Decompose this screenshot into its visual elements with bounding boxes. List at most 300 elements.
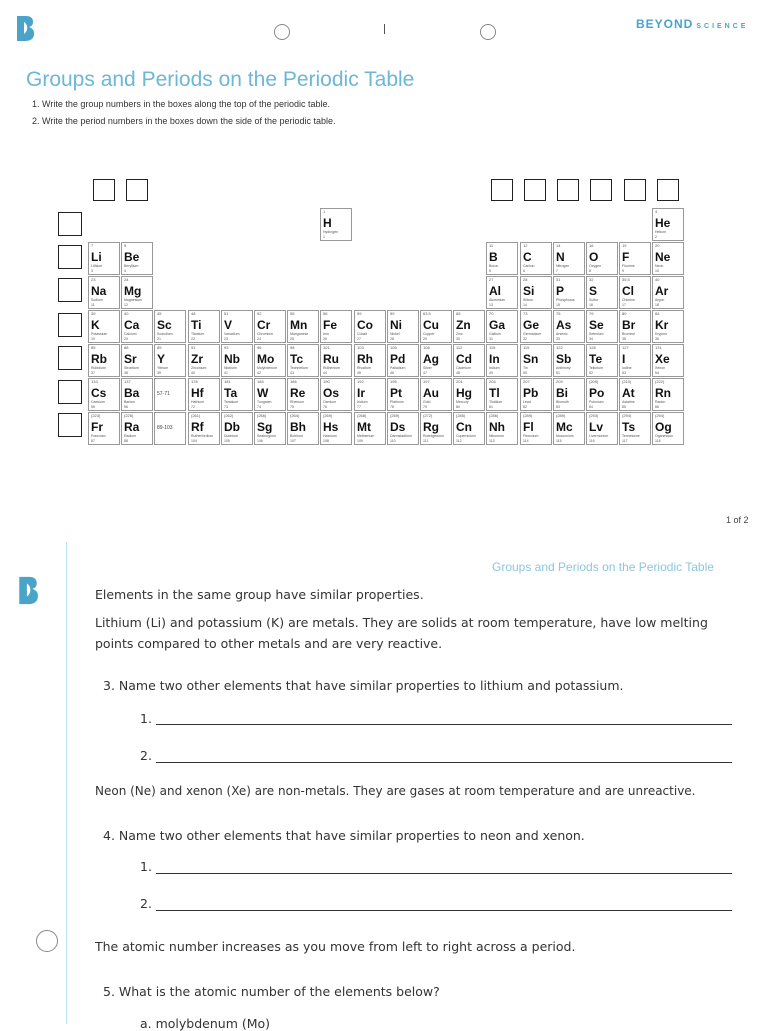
atomic-number: 11 — [91, 303, 95, 307]
atomic-mass: (293) — [589, 413, 599, 418]
atomic-number: 104 — [191, 439, 197, 443]
answer-line[interactable] — [156, 910, 732, 911]
element-symbol: Fe — [323, 318, 338, 332]
atomic-number: 12 — [124, 303, 128, 307]
paragraph-atomic-number: The atomic number increases as you move from left to right across a period. — [95, 939, 576, 954]
element-symbol: Db — [224, 420, 240, 434]
element-name: Dubnium — [224, 434, 239, 438]
atomic-mass: 89 — [157, 345, 162, 350]
element-symbol: Ge — [523, 318, 540, 332]
element-pb — [520, 378, 552, 411]
element-symbol: O — [589, 250, 599, 264]
atomic-number: 80 — [456, 405, 460, 409]
atomic-mass: 65 — [456, 311, 461, 316]
atomic-number: 110 — [390, 439, 396, 443]
period-number-box[interactable] — [58, 313, 82, 337]
element-nb — [221, 344, 253, 377]
group-number-box[interactable] — [590, 179, 612, 201]
element-se — [586, 310, 618, 343]
element-symbol: V — [224, 318, 233, 332]
atomic-mass: 108 — [423, 345, 430, 350]
element-symbol: Se — [589, 318, 604, 332]
element-symbol: Sb — [556, 352, 572, 366]
answer-line[interactable] — [156, 724, 732, 725]
element-symbol: Zn — [456, 318, 471, 332]
atomic-number: 17 — [622, 303, 626, 307]
element-symbol: Cn — [456, 420, 472, 434]
beyond-logo-icon — [16, 572, 40, 608]
atomic-mass: (269) — [390, 413, 400, 418]
atomic-number: 39 — [157, 371, 161, 375]
atomic-mass: (286) — [489, 413, 499, 418]
element-name: Radium — [124, 434, 137, 438]
element-name: Livermorium — [589, 434, 609, 438]
atomic-number: 8 — [589, 269, 591, 273]
element-symbol: Ti — [191, 318, 202, 332]
atomic-mass: 80 — [622, 311, 627, 316]
element-og — [652, 412, 684, 445]
element-name: Rutherfordium — [191, 434, 214, 438]
period-number-box[interactable] — [58, 278, 82, 302]
atomic-number: 73 — [224, 405, 228, 409]
element-symbol: Mo — [257, 352, 275, 366]
atomic-number: 52 — [589, 371, 593, 375]
element-hf — [188, 378, 220, 411]
atomic-number: 40 — [191, 371, 195, 375]
element-name: Gold — [423, 400, 431, 404]
group-number-box[interactable] — [524, 179, 546, 201]
atomic-mass: 186 — [290, 379, 297, 384]
element-ne — [652, 242, 684, 275]
element-name: Gallium — [489, 332, 501, 336]
atomic-mass: (289) — [556, 413, 566, 418]
element-placeholder — [154, 378, 186, 411]
element-name: Rhenium — [290, 400, 305, 404]
element-name: Bismuth — [556, 400, 569, 404]
atomic-mass: 190 — [323, 379, 330, 384]
atomic-mass: 70 — [489, 311, 494, 316]
element-mo — [254, 344, 286, 377]
element-au — [420, 378, 452, 411]
atomic-number: 10 — [655, 269, 659, 273]
element-symbol: Bh — [290, 420, 306, 434]
element-name: Germanium — [523, 332, 542, 336]
element-symbol: Si — [523, 284, 535, 298]
element-symbol: Y — [157, 352, 166, 366]
element-name: Lithium — [91, 264, 103, 268]
element-ts — [619, 412, 651, 445]
page-margin-line — [66, 542, 67, 1024]
element-name: Roentgenium — [423, 434, 444, 438]
element-ge — [520, 310, 552, 343]
element-name: Beryllium — [124, 264, 139, 268]
element-symbol: Ru — [323, 352, 339, 366]
element-mt — [354, 412, 386, 445]
element-name: Selenium — [589, 332, 604, 336]
period-number-box[interactable] — [58, 346, 82, 370]
element-o — [586, 242, 618, 275]
atomic-mass: 14 — [556, 243, 561, 248]
element-symbol: K — [91, 318, 100, 332]
element-cl — [619, 276, 651, 309]
atomic-number: 76 — [323, 405, 327, 409]
atomic-mass: 181 — [224, 379, 231, 384]
element-name: Bohrium — [290, 434, 304, 438]
element-xe — [652, 344, 684, 377]
atomic-mass: 93 — [224, 345, 229, 350]
atomic-mass: 106 — [390, 345, 397, 350]
atomic-mass: (223) — [91, 413, 101, 418]
atomic-number: 23 — [224, 337, 228, 341]
atomic-number: 78 — [390, 405, 394, 409]
element-name: Meitnerium — [357, 434, 375, 438]
question-5: 5. What is the atomic number of the elements below? — [103, 984, 440, 999]
element-name: Arsenic — [556, 332, 568, 336]
punch-hole-icon — [36, 930, 58, 952]
atomic-number: 3 — [91, 269, 93, 273]
element-symbol: I — [622, 352, 626, 366]
period-number-box[interactable] — [58, 212, 82, 236]
atomic-mass: 1 — [323, 209, 326, 214]
element-ta — [221, 378, 253, 411]
atomic-number: 83 — [556, 405, 560, 409]
element-ni — [387, 310, 419, 343]
answer-line[interactable] — [156, 762, 732, 763]
element-fr — [88, 412, 120, 445]
element-sc — [154, 310, 186, 343]
atomic-number: 35 — [622, 337, 626, 341]
period-number-box[interactable] — [58, 380, 82, 404]
element-ds — [387, 412, 419, 445]
element-symbol: Ds — [390, 420, 406, 434]
center-tick — [384, 24, 385, 34]
atomic-mass: (289) — [523, 413, 533, 418]
element-symbol: H — [323, 216, 332, 230]
atomic-number: 106 — [257, 439, 263, 443]
atomic-mass: 133 — [91, 379, 98, 384]
element-te — [586, 344, 618, 377]
element-name: Oxygen — [589, 264, 602, 268]
element-symbol: Li — [91, 250, 102, 264]
element-po — [586, 378, 618, 411]
group-number-box[interactable] — [93, 179, 115, 201]
atomic-number: 36 — [655, 337, 659, 341]
atomic-number: 111 — [423, 439, 429, 443]
atomic-mass: 91 — [191, 345, 196, 350]
answer-label-2: 2. — [140, 896, 152, 911]
atomic-number: 114 — [523, 439, 529, 443]
atomic-mass: 192 — [357, 379, 364, 384]
element-symbol: Sc — [157, 318, 172, 332]
group-number-box[interactable] — [557, 179, 579, 201]
atomic-mass: 115 — [489, 345, 496, 350]
element-symbol: Bi — [556, 386, 568, 400]
element-cr — [254, 310, 286, 343]
atomic-mass: (209) — [589, 379, 599, 384]
element-symbol: W — [257, 386, 269, 400]
atomic-number: 84 — [589, 405, 593, 409]
atomic-mass: 131 — [655, 345, 662, 350]
element-sg — [254, 412, 286, 445]
element-symbol: Pt — [390, 386, 402, 400]
element-placeholder — [154, 412, 186, 445]
atomic-number: 45 — [357, 371, 361, 375]
atomic-number: 7 — [556, 269, 558, 273]
atomic-number: 72 — [191, 405, 195, 409]
element-name: Tantalum — [224, 400, 239, 404]
atomic-mass: 204 — [489, 379, 496, 384]
element-hs — [320, 412, 352, 445]
element-c — [520, 242, 552, 275]
answer-line[interactable] — [156, 873, 732, 874]
atomic-number: 47 — [423, 371, 427, 375]
atomic-number: 14 — [523, 303, 527, 307]
element-symbol: Kr — [655, 318, 669, 332]
answer-label-2: 2. — [140, 748, 152, 763]
element-li — [88, 242, 120, 275]
element-name: Hafnium — [191, 400, 205, 404]
atomic-mass: 31 — [556, 277, 561, 282]
atomic-number: 2 — [655, 235, 657, 239]
instruction-1: 1. Write the group numbers in the boxes along the top of the periodic table. — [32, 99, 331, 109]
question-5a: a. molybdenum (Mo) — [140, 1016, 271, 1031]
element-range: 89-103 — [157, 425, 173, 431]
atomic-number: 41 — [224, 371, 228, 375]
element-symbol: Ts — [622, 420, 636, 434]
atomic-mass: 184 — [257, 379, 264, 384]
atomic-number: 37 — [91, 371, 95, 375]
atomic-number: 50 — [523, 371, 527, 375]
atomic-number: 74 — [257, 405, 261, 409]
element-co — [354, 310, 386, 343]
element-name: Barium — [124, 400, 136, 404]
element-fe — [320, 310, 352, 343]
period-number-box[interactable] — [58, 413, 82, 437]
atomic-number: 33 — [556, 337, 560, 341]
atomic-number: 44 — [323, 371, 327, 375]
element-name: Krypton — [655, 332, 668, 336]
element-k — [88, 310, 120, 343]
atomic-mass: 56 — [323, 311, 328, 316]
element-symbol: B — [489, 250, 498, 264]
atomic-mass: 28 — [523, 277, 528, 282]
atomic-number: 25 — [290, 337, 294, 341]
atomic-mass: 85 — [91, 345, 96, 350]
element-name: Radon — [655, 400, 666, 404]
element-symbol: Ta — [224, 386, 238, 400]
atomic-number: 105 — [224, 439, 230, 443]
brand-logo — [636, 15, 748, 33]
group-number-box[interactable] — [624, 179, 646, 201]
element-ra — [121, 412, 153, 445]
element-kr — [652, 310, 684, 343]
element-rh — [354, 344, 386, 377]
element-name: Osmium — [323, 400, 337, 404]
element-name: Manganese — [290, 332, 309, 336]
atomic-number: 49 — [489, 371, 493, 375]
atomic-mass: (294) — [655, 413, 665, 418]
element-name: Rhodium — [357, 366, 372, 370]
element-name: Argon — [655, 298, 665, 302]
element-name: Caesium — [91, 400, 105, 404]
atomic-mass: 127 — [622, 345, 629, 350]
element-symbol: Na — [91, 284, 107, 298]
element-name: Tellurium — [589, 366, 604, 370]
atomic-number: 18 — [655, 303, 659, 307]
atomic-mass: 84 — [655, 311, 660, 316]
atomic-mass: 88 — [124, 345, 129, 350]
element-name: Silicon — [523, 298, 534, 302]
element-ga — [486, 310, 518, 343]
atomic-mass: 32 — [589, 277, 594, 282]
element-name: Carbon — [523, 264, 535, 268]
element-symbol: Au — [423, 386, 439, 400]
element-cd — [453, 344, 485, 377]
atomic-number: 108 — [323, 439, 329, 443]
element-rb — [88, 344, 120, 377]
element-symbol: Fr — [91, 420, 103, 434]
element-symbol: S — [589, 284, 598, 298]
atomic-number: 42 — [257, 371, 261, 375]
atomic-mass: 75 — [556, 311, 561, 316]
page-title: Groups and Periods on the Periodic Table — [26, 68, 415, 91]
element-name: Moscovium — [556, 434, 574, 438]
element-symbol: Hs — [323, 420, 339, 434]
atomic-mass: 73 — [523, 311, 528, 316]
punch-hole-icon — [274, 24, 290, 40]
atomic-mass: 16 — [589, 243, 594, 248]
atomic-mass: 59 — [390, 311, 395, 316]
element-f — [619, 242, 651, 275]
element-pd — [387, 344, 419, 377]
atomic-mass: (226) — [124, 413, 134, 418]
atomic-mass: (262) — [224, 413, 234, 418]
element-cu — [420, 310, 452, 343]
atomic-mass: 63.5 — [423, 311, 431, 316]
element-name: Sulfur — [589, 298, 599, 302]
atomic-mass: 55 — [290, 311, 295, 316]
element-name: Thallium — [489, 400, 503, 404]
element-symbol: Cl — [622, 284, 634, 298]
element-mg — [121, 276, 153, 309]
atomic-mass: 4 — [655, 209, 658, 214]
atomic-number: 22 — [191, 337, 195, 341]
element-lv — [586, 412, 618, 445]
element-he — [652, 208, 684, 241]
element-name: Indium — [489, 366, 500, 370]
punch-hole-icon — [480, 24, 496, 40]
brand-main: BEYOND — [636, 17, 694, 31]
element-name: Yttrium — [157, 366, 169, 370]
atomic-number: 54 — [655, 371, 659, 375]
element-name: Helium — [655, 230, 666, 234]
element-n — [553, 242, 585, 275]
element-symbol: Mt — [357, 420, 371, 434]
atomic-mass: (272) — [423, 413, 433, 418]
element-name: Seaborgium — [257, 434, 276, 438]
element-name: Polonium — [589, 400, 604, 404]
element-symbol: Te — [589, 352, 603, 366]
answer-label-1: 1. — [140, 859, 152, 874]
atomic-mass: 39 — [91, 311, 96, 316]
element-name: Technetium — [290, 366, 308, 370]
element-name: Silver — [423, 366, 432, 370]
atomic-number: 109 — [357, 439, 363, 443]
atomic-number: 16 — [589, 303, 593, 307]
atomic-mass: 103 — [357, 345, 364, 350]
element-name: Darmstadtium — [390, 434, 412, 438]
atomic-mass: 24 — [124, 277, 129, 282]
atomic-mass: 195 — [390, 379, 397, 384]
element-name: Iridium — [357, 400, 368, 404]
atomic-mass: 197 — [423, 379, 430, 384]
atomic-mass: 19 — [622, 243, 627, 248]
intro-text: Elements in the same group have similar properties. — [95, 587, 424, 602]
atomic-number: 31 — [489, 337, 493, 341]
group-number-box[interactable] — [126, 179, 148, 201]
atomic-mass: (210) — [622, 379, 632, 384]
element-ba — [121, 378, 153, 411]
atomic-number: 51 — [556, 371, 560, 375]
atomic-number: 30 — [456, 337, 460, 341]
element-symbol: Rf — [191, 420, 204, 434]
element-symbol: Fl — [523, 420, 534, 434]
element-symbol: Ra — [124, 420, 140, 434]
element-symbol: Ne — [655, 250, 671, 264]
atomic-mass: 40 — [655, 277, 660, 282]
element-name: Calcium — [124, 332, 137, 336]
element-name: Oganesson — [655, 434, 673, 438]
paragraph-metals: Lithium (Li) and potassium (K) are metals. They are solids at room temperature, have low melting points compared to other metals and are very reactive. — [95, 615, 708, 651]
atomic-number: 20 — [124, 337, 128, 341]
element-tc — [287, 344, 319, 377]
atomic-mass: 40 — [124, 311, 129, 316]
atomic-mass: 52 — [257, 311, 262, 316]
atomic-mass: 48 — [191, 311, 196, 316]
element-name: Nihonium — [489, 434, 504, 438]
element-symbol: Po — [589, 386, 605, 400]
atomic-mass: 7 — [91, 243, 94, 248]
element-symbol: C — [523, 250, 532, 264]
atomic-mass: 128 — [589, 345, 596, 350]
element-symbol: Xe — [655, 352, 670, 366]
atomic-mass: (261) — [191, 413, 201, 418]
element-symbol: Lv — [589, 420, 604, 434]
atomic-mass: 201 — [456, 379, 463, 384]
atomic-number: 82 — [523, 405, 527, 409]
element-name: Ruthenium — [323, 366, 340, 370]
element-name: Vanadium — [224, 332, 240, 336]
element-symbol: As — [556, 318, 572, 332]
element-name: Niobium — [224, 366, 237, 370]
element-name: Antimony — [556, 366, 571, 370]
element-name: Zirconium — [191, 366, 207, 370]
element-hg — [453, 378, 485, 411]
period-number-box[interactable] — [58, 245, 82, 269]
element-symbol: Og — [655, 420, 672, 434]
atomic-mass: 79 — [589, 311, 594, 316]
instruction-2: 2. Write the period numbers in the boxes down the side of the periodic table. — [32, 116, 336, 126]
group-number-box[interactable] — [491, 179, 513, 201]
element-name: Nitrogen — [556, 264, 570, 268]
element-name: Platinum — [390, 400, 404, 404]
atomic-mass: 112 — [456, 345, 463, 350]
group-number-box[interactable] — [657, 179, 679, 201]
element-symbol: Cu — [423, 318, 439, 332]
element-name: Bromine — [622, 332, 636, 336]
page-number: 1 of 2 — [726, 515, 749, 525]
atomic-number: 26 — [323, 337, 327, 341]
